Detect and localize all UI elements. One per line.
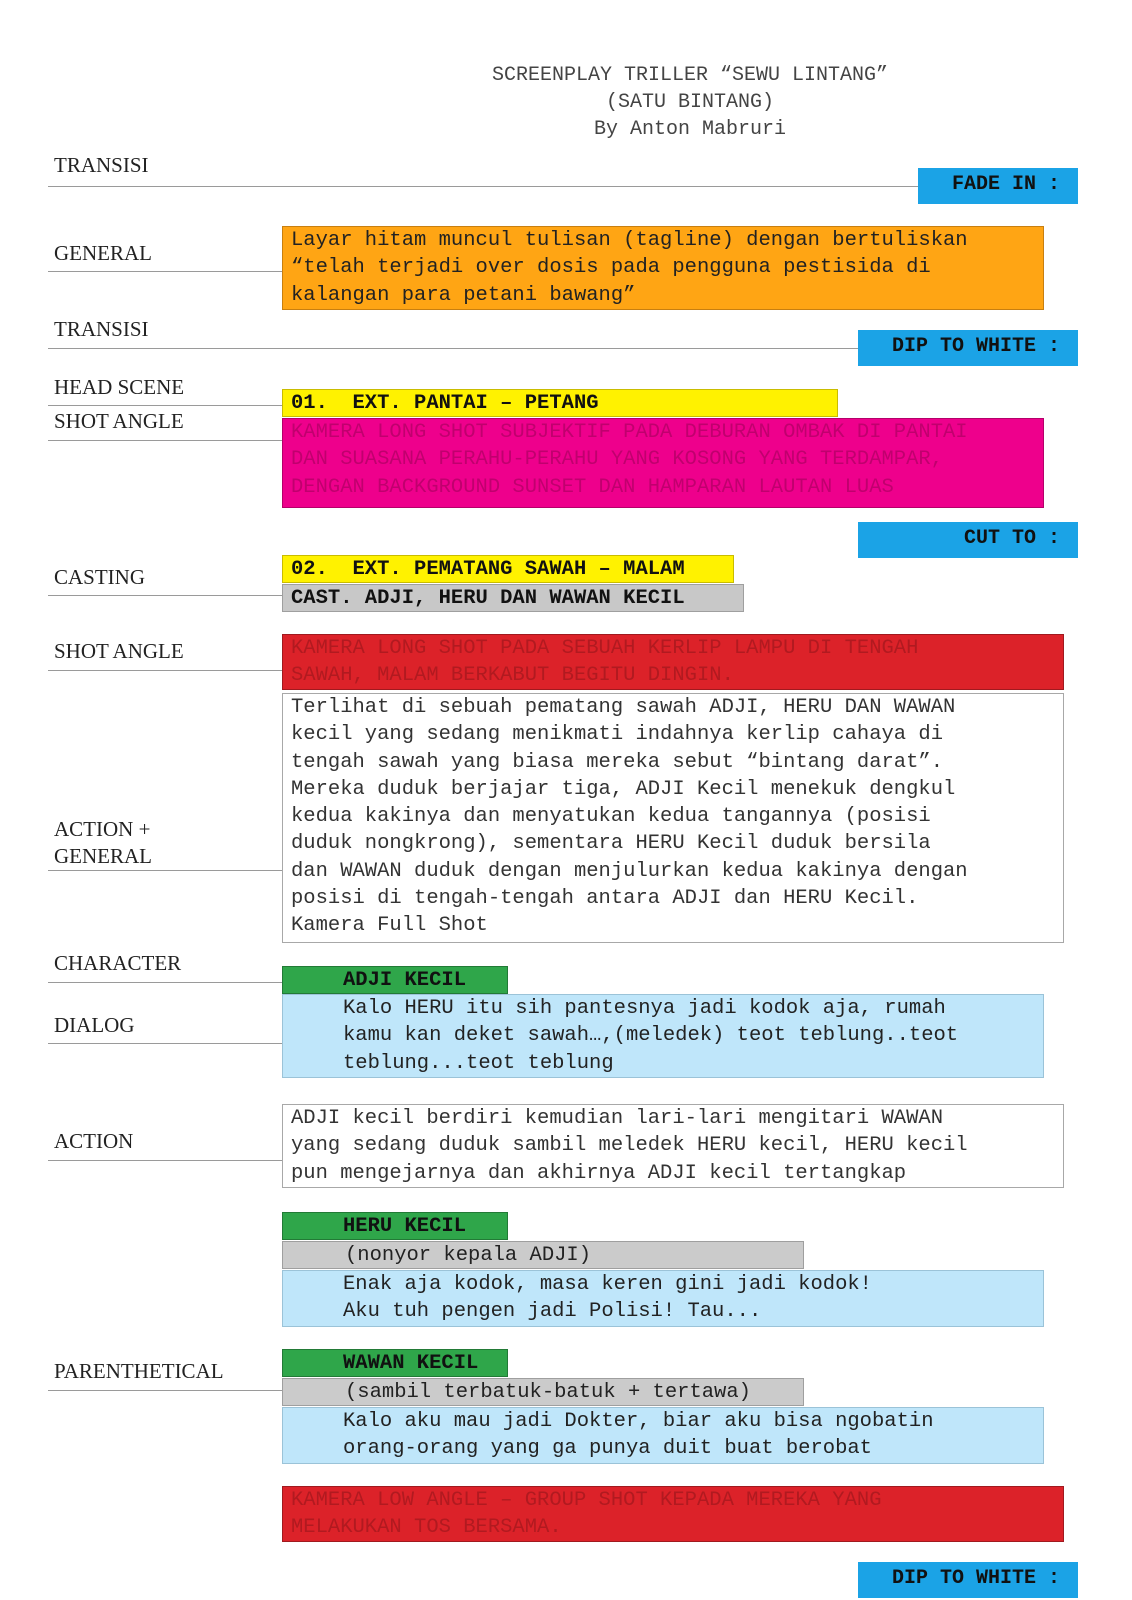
label-shot-angle: SHOT ANGLE [54,639,184,663]
divider-line [48,405,282,406]
label-transisi: TRANSISI [54,317,149,341]
label-character: CHARACTER [54,951,182,975]
divider-line [48,1390,282,1391]
character-heru: HERU KECIL [282,1212,508,1240]
divider-line [48,271,282,272]
divider-line [48,982,282,983]
transition-dip-to-white: DIP TO WHITE : [858,1562,1078,1598]
divider-line [48,1160,282,1161]
label-dialog: DIALOG [54,1013,135,1037]
shot-angle-block-01: KAMERA LONG SHOT SUBJEKTIF PADA DEBURAN OMBAK DI PANTAI DAN SUASANA PERAHU-PERAHU YANG KOSONG YANG TERDAMPAR, DENGAN BACKGROUND SUNSET DAN HAMPARAN LAUTAN LUAS [282,418,1044,508]
divider-line [48,870,282,871]
shot-angle-block-02: KAMERA LONG SHOT PADA SEBUAH KERLIP LAMPU DI TENGAH SAWAH, MALAM BERKABUT BEGITU DINGIN. [282,634,1064,690]
label-general: GENERAL [54,241,152,265]
script-title: SCREENPLAY TRILLER “SEWU LINTANG” [491,64,889,87]
divider-line [48,348,858,349]
casting-block: CAST. ADJI, HERU DAN WAWAN KECIL [282,584,744,612]
transition-fade-in: FADE IN : [918,168,1078,204]
general-tagline-block: Layar hitam muncul tulisan (tagline) dengan bertuliskan “telah terjadi over dosis pada pengguna pestisida di kalangan para petani bawang” [282,226,1044,310]
script-author: By Anton Mabruri [593,118,787,141]
dialog-wawan: Kalo aku mau jadi Dokter, biar aku bisa ngobatin orang-orang yang ga punya duit buat berobat [282,1407,1044,1464]
label-parenthetical: PARENTHETICAL [54,1359,224,1383]
divider-line [48,440,282,441]
label-casting: CASTING [54,565,146,589]
transition-dip-to-white: DIP TO WHITE : [858,330,1078,366]
transition-cut-to: CUT TO : [858,522,1078,558]
divider-line [48,1043,282,1044]
label-action: ACTION [54,1129,134,1153]
scene-heading-01: 01. EXT. PANTAI – PETANG [282,389,838,417]
label-action-general: ACTION + GENERAL [54,817,152,868]
shot-angle-block-03: KAMERA LOW ANGLE – GROUP SHOT KEPADA MEREKA YANG MELAKUKAN TOS BERSAMA. [282,1486,1064,1542]
label-head-scene: HEAD SCENE [54,375,185,399]
script-subtitle: (SATU BINTANG) [605,91,775,114]
dialog-adji: Kalo HERU itu sih pantesnya jadi kodok aja, rumah kamu kan deket sawah…,(meledek) teot teblung..teot teblung...teot teblung [282,994,1044,1078]
scene-heading-02: 02. EXT. PEMATANG SAWAH – MALAM [282,555,734,583]
parenthetical-wawan: (sambil terbatuk-batuk + tertawa) [282,1378,804,1406]
action-block-01: Terlihat di sebuah pematang sawah ADJI, HERU DAN WAWAN kecil yang sedang menikmati indahnya kerlip cahaya di tengah sawah yang biasa mereka sebut “bintang darat”. Mereka duduk berjajar tiga, ADJI Kecil menekuk dengkul kedua kakinya dan menyatukan kedua tangannya (posisi duduk nongkrong), sementara HERU Kecil duduk bersila dan WAWAN duduk dengan menjulurkan kedua kakinya dengan posisi di tengah-tengah antara ADJI dan HERU Kecil. Kamera Full Shot [282,693,1064,943]
character-adji: ADJI KECIL [282,966,508,994]
divider-line [48,186,918,187]
label-shot-angle: SHOT ANGLE [54,409,184,433]
character-wawan: WAWAN KECIL [282,1349,508,1377]
action-block-02: ADJI kecil berdiri kemudian lari-lari mengitari WAWAN yang sedang duduk sambil meledek HERU kecil, HERU kecil pun mengejarnya dan akhirnya ADJI kecil tertangkap [282,1104,1064,1188]
dialog-heru: Enak aja kodok, masa keren gini jadi kodok! Aku tuh pengen jadi Polisi! Tau... [282,1270,1044,1327]
divider-line [48,670,282,671]
label-transisi: TRANSISI [54,153,149,177]
divider-line [48,595,282,596]
parenthetical-heru: (nonyor kepala ADJI) [282,1241,804,1269]
